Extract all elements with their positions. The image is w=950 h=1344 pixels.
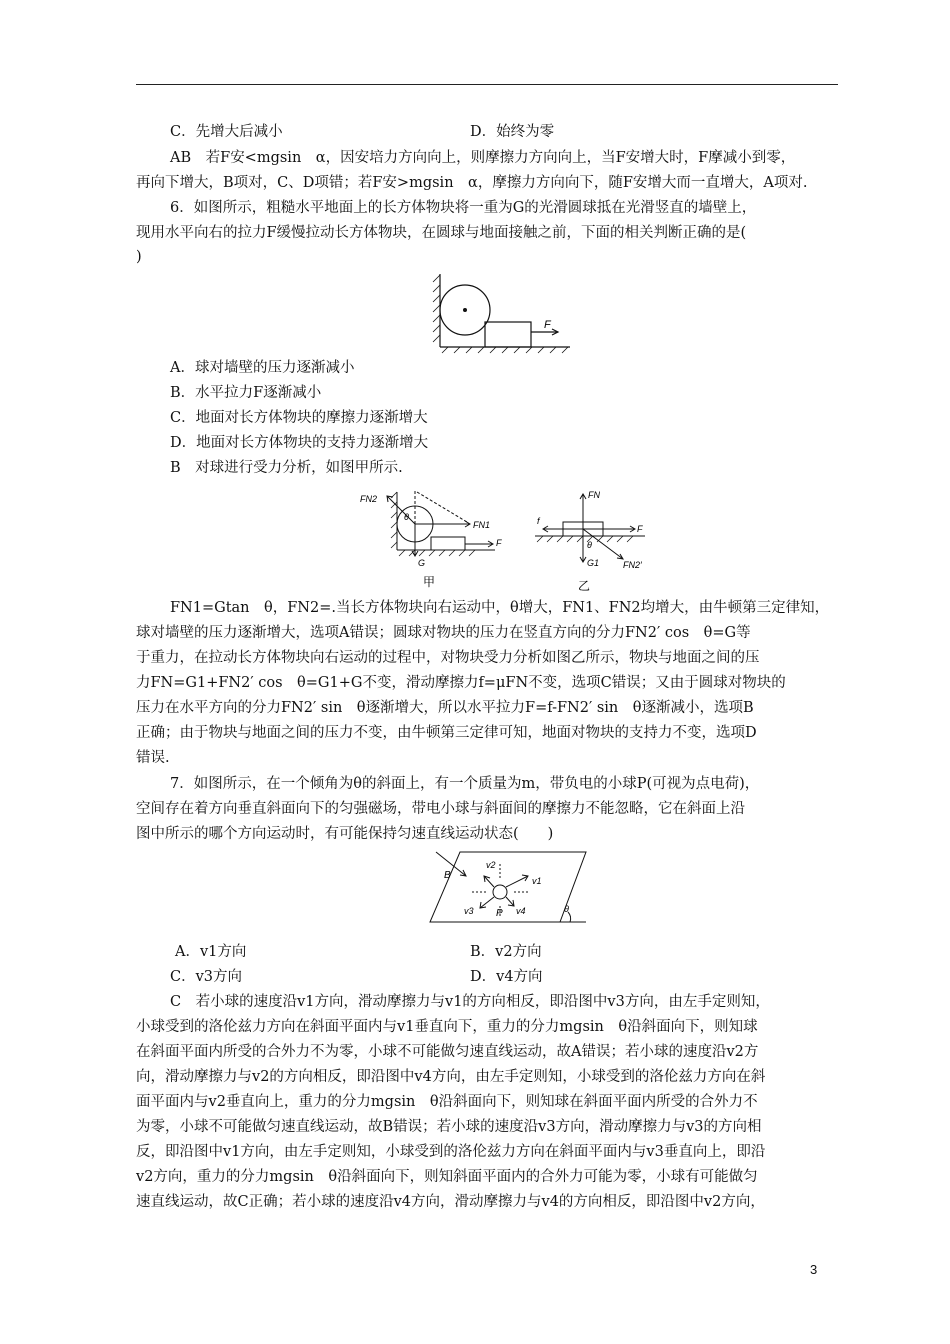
q6-answer-intro: B 对球进行受力分析，如图甲所示. — [170, 460, 403, 476]
q6-explanation-line: 正确；由于物块与地面之间的压力不变，由牛顿第三定律可知，地面对物块的支持力不变，选项D — [136, 725, 757, 741]
label-G1: G1 — [587, 558, 600, 568]
q7-answer-line: C 若小球的速度沿v1方向，滑动摩擦力与v1的方向相反，即沿图中v3方向，由左手定则知， — [170, 994, 770, 1010]
q6-option-c: C．地面对长方体物块的摩擦力逐渐增大 — [170, 410, 428, 426]
q6-explanation-line: 错误. — [136, 750, 170, 766]
q6-explanation-line: 球对墙壁的压力逐渐增大，选项A错误；圆球对物块的压力在竖直方向的分力FN2′ cos θ=G等 — [136, 625, 751, 641]
q6-figure — [430, 272, 580, 354]
q7-answer-line: 面平面内与v2垂直向上，重力的分力mgsin θ沿斜面向下，则知球在斜面平面内所受的合外力不 — [136, 1094, 758, 1110]
q6-stem-line: ) — [136, 249, 142, 265]
label-f: f — [537, 516, 540, 526]
q7-answer-line: 在斜面平面内所受的合外力不为零，小球不可能做匀速直线运动，故A错误；若小球的速度沿v2方 — [136, 1044, 759, 1060]
label-theta: θ — [564, 904, 569, 914]
label-G: G — [418, 558, 426, 568]
q7-stem-line: 空间存在着方向垂直斜面向下的匀强磁场，带电小球与斜面间的摩擦力不能忽略，它在斜面上沿 — [136, 801, 745, 817]
caption-jia: 甲 — [423, 575, 436, 589]
label-v4: v4 — [516, 906, 526, 916]
label-P: P — [496, 908, 503, 919]
q6-option-a: A．球对墙壁的压力逐渐减小 — [170, 360, 355, 376]
q7-figure — [420, 848, 590, 930]
label-FN: FN — [588, 490, 600, 500]
caption-yi: 乙 — [578, 579, 591, 593]
q7-answer-line: 为零，小球不可能做匀速直线运动，故B错误；若小球的速度沿v3方向，滑动摩擦力与v3的方向相 — [136, 1119, 762, 1135]
q7-option-d: D．v4方向 — [470, 969, 543, 985]
q5-option-d: D．始终为零 — [470, 124, 555, 140]
q6-explanation-line: 压力在水平方向的分力FN2′ sin θ逐渐增大，所以水平拉力F=f-FN2′ sin θ逐渐减小，选项B — [136, 700, 754, 716]
label-FN2: FN2 — [360, 494, 378, 504]
q6-option-d: D．地面对长方体物块的支持力逐渐增大 — [170, 435, 429, 451]
label-F: F — [496, 538, 502, 548]
q6-explanation-line: 力FN=G1+FN2′ cos θ=G1+G不变，滑动摩擦力f=μFN不变，选项C错误；又由于圆球对物块的 — [136, 675, 786, 691]
q7-answer-line: 小球受到的洛伦兹力方向在斜面平面内与v1垂直向下，重力的分力mgsin θ沿斜面向下，则知球 — [136, 1019, 758, 1035]
q7-option-a: A．v1方向 — [175, 944, 247, 960]
label-F: F — [544, 319, 551, 331]
block — [485, 322, 531, 347]
q6-force-diagrams — [355, 484, 665, 596]
q7-answer-line: 速直线运动，故C正确；若小球的速度沿v4方向，滑动摩擦力与v4的方向相反，即沿图中v2方向， — [136, 1194, 765, 1210]
q7-option-b: B．v2方向 — [470, 944, 542, 960]
label-v1: v1 — [532, 876, 542, 886]
q7-answer-line: 反，即沿图中v1方向，由左手定则知，小球受到的洛伦兹力方向在斜面平面内与v3垂直向上，即沿 — [136, 1144, 766, 1160]
page-number: 3 — [810, 1262, 818, 1277]
label-theta: θ — [404, 512, 409, 522]
label-B: B — [444, 870, 451, 881]
q7-answer-line: v2方向，重力的分力mgsin θ沿斜面向下，则知斜面平面内的合外力可能为零，小球有可能做匀 — [136, 1169, 758, 1185]
q6-option-b: B．水平拉力F逐渐减小 — [170, 385, 322, 401]
header-rule — [136, 84, 838, 85]
label-FN2-prime: FN2′ — [623, 560, 642, 570]
q7-stem-line: 7．如图所示，在一个倾角为θ的斜面上，有一个质量为m，带负电的小球P(可视为点电荷)， — [170, 776, 760, 792]
q7-answer-line: 向，滑动摩擦力与v2的方向相反，即沿图中v4方向，由左手定则知，小球受到的洛伦兹力方向在斜 — [136, 1069, 766, 1085]
label-FN1: FN1 — [473, 520, 491, 530]
q6-explanation-line: FN1=Gtan θ，FN2=.当长方体物块向右运动中，θ增大，FN1、FN2均增大，由牛顿第三定律知， — [170, 600, 830, 616]
q7-stem-line: 图中所示的哪个方向运动时，有可能保持匀速直线运动状态( ) — [136, 826, 554, 842]
q7-option-c: C．v3方向 — [170, 969, 243, 985]
label-theta: θ — [587, 540, 592, 550]
q5-answer-line: AB 若F安<mgsin α，因安培力方向向上，则摩擦力方向向上，当F安增大时，F摩减小到零， — [170, 150, 796, 166]
q6-stem-line: 现用水平向右的拉力F缓慢拉动长方体物块，在圆球与地面接触之前，下面的相关判断正确的是( — [136, 225, 747, 241]
q5-answer-line: 再向下增大，B项对，C、D项错；若F安>mgsin α，摩擦力方向向下，随F安增大而一直增大，A项对. — [136, 175, 808, 191]
q5-option-c: C．先增大后减小 — [170, 124, 283, 140]
label-v2: v2 — [486, 860, 496, 870]
q6-explanation-line: 于重力，在拉动长方体物块向右运动的过程中，对物块受力分析如图乙所示，物块与地面之间的压 — [136, 650, 760, 666]
label-v3: v3 — [464, 906, 474, 916]
q6-stem-line: 6．如图所示，粗糙水平地面上的长方体物块将一重为G的光滑圆球抵在光滑竖直的墙壁上， — [170, 200, 757, 216]
label-F: F — [637, 524, 643, 534]
